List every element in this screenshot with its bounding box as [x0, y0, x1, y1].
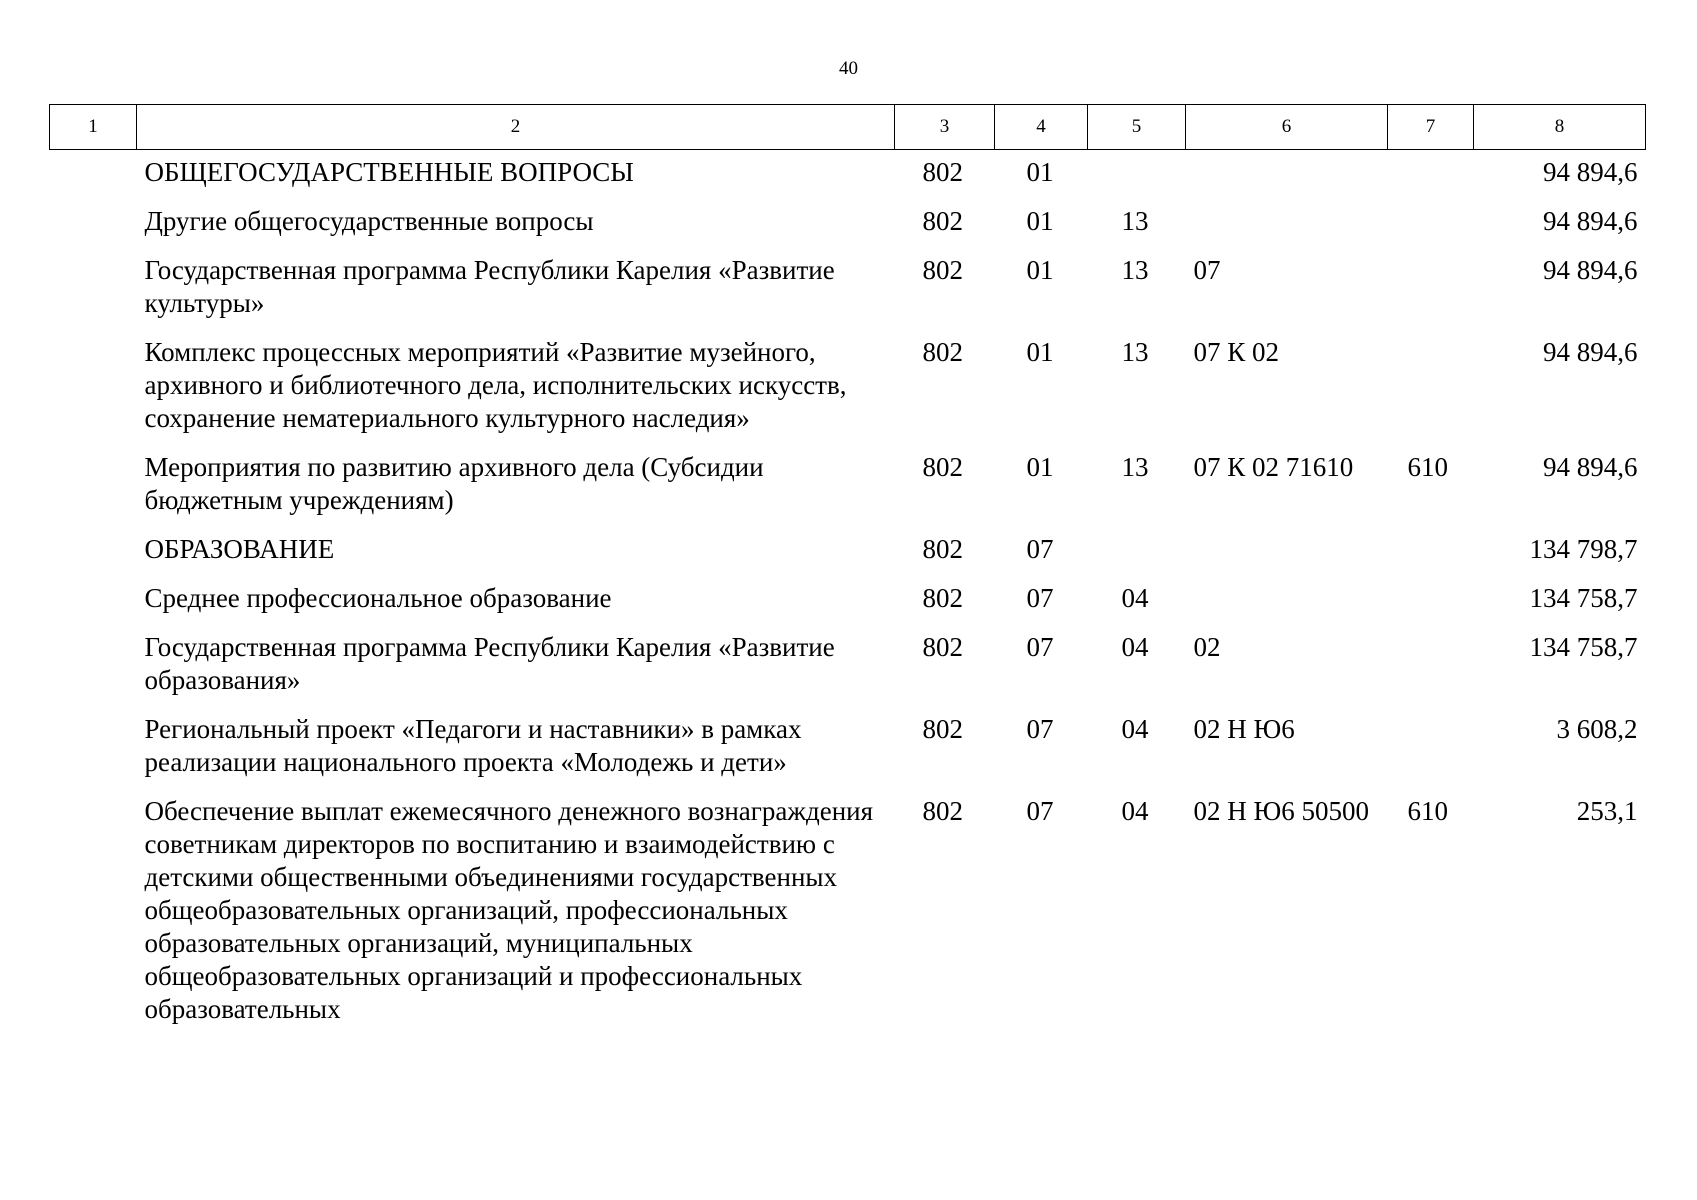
target-article-code	[1186, 150, 1388, 206]
row-index-cell	[50, 795, 137, 1042]
item-name: Другие общегосударственные вопросы	[144, 206, 594, 236]
target-article-code: 02	[1193, 632, 1221, 662]
amount: 3 608,2	[1556, 714, 1638, 744]
section-code: 07	[1026, 583, 1054, 613]
section-code: 01	[1026, 337, 1054, 367]
subsection-code: 04	[1121, 714, 1149, 744]
column-header-6: 6	[1186, 105, 1388, 150]
column-header-3: 3	[895, 105, 995, 150]
subsection-code: 13	[1121, 206, 1149, 236]
target-article-code: 02 Н Ю6 50500	[1193, 796, 1369, 826]
department-code: 802	[922, 632, 963, 662]
department-code: 802	[922, 583, 963, 613]
expense-type-code: 610	[1407, 796, 1448, 826]
department-code: 802	[922, 206, 963, 236]
expense-type-code	[1388, 336, 1474, 451]
expense-type-code	[1388, 533, 1474, 582]
target-article-code: 07 К 02	[1193, 337, 1280, 367]
row-index-cell	[50, 713, 137, 795]
section-code: 01	[1026, 206, 1054, 236]
department-code: 802	[922, 157, 963, 187]
column-header-7: 7	[1388, 105, 1474, 150]
target-article-code	[1186, 533, 1388, 582]
table-row	[50, 795, 1646, 1042]
item-name: Обеспечение выплат ежемесячного денежного вознаграждения советникам директоров по воспитанию и взаимодействию с детскими общественными объединениями государственных общеобразовательных организаций, профессиональных образовательных организаций, муниципальных общеобразовательных организаций и профессиональных образовательных	[144, 796, 874, 1024]
table-row	[50, 451, 1646, 533]
subsection-code: 13	[1121, 337, 1149, 367]
amount: 253,1	[1576, 796, 1638, 826]
header-row	[50, 105, 1646, 150]
target-article-code: 07 К 02 71610	[1193, 452, 1354, 482]
row-index-cell	[50, 336, 137, 451]
expense-type-code: 610	[1407, 452, 1448, 482]
table-row	[50, 533, 1646, 582]
row-index-cell	[50, 533, 137, 582]
department-code: 802	[922, 534, 963, 564]
table-row	[50, 336, 1646, 451]
department-code: 802	[922, 796, 963, 826]
amount: 94 894,6	[1543, 337, 1638, 367]
section-code: 01	[1026, 452, 1054, 482]
row-index-cell	[50, 582, 137, 631]
row-index-cell	[50, 150, 137, 206]
amount: 94 894,6	[1543, 255, 1638, 285]
item-name: Среднее профессиональное образование	[144, 583, 612, 613]
item-name: Мероприятия по развитию архивного дела (Субсидии бюджетным учреждениям)	[144, 452, 764, 515]
department-code: 802	[922, 452, 963, 482]
table-row	[50, 254, 1646, 336]
row-index-cell	[50, 254, 137, 336]
amount: 134 758,7	[1529, 583, 1638, 613]
subsection-code	[1088, 533, 1186, 582]
expense-type-code	[1388, 205, 1474, 254]
expense-type-code	[1388, 582, 1474, 631]
section-code: 07	[1026, 796, 1054, 826]
subsection-code: 13	[1121, 255, 1149, 285]
expense-type-code	[1388, 713, 1474, 795]
target-article-code: 02 Н Ю6	[1193, 714, 1295, 744]
item-name: Государственная программа Республики Карелия «Развитие образования»	[144, 632, 835, 695]
column-header-1: 1	[50, 105, 137, 150]
subsection-code: 04	[1121, 796, 1149, 826]
item-name: Комплекс процессных мероприятий «Развитие музейного, архивного и библиотечного дела, исполнительских искусств, сохранение нематериального культурного наследия»	[144, 337, 847, 433]
target-article-code	[1186, 582, 1388, 631]
item-name: Региональный проект «Педагоги и наставники» в рамках реализации национального проекта «Молодежь и дети»	[144, 714, 802, 777]
column-header-4: 4	[995, 105, 1088, 150]
department-code: 802	[922, 337, 963, 367]
subsection-code: 13	[1121, 452, 1149, 482]
item-name: ОБРАЗОВАНИЕ	[144, 534, 335, 564]
table-header	[50, 105, 1646, 150]
table-row	[50, 150, 1646, 206]
section-code: 07	[1026, 714, 1054, 744]
column-header-2: 2	[137, 105, 895, 150]
table-body	[50, 150, 1646, 1043]
department-code: 802	[922, 714, 963, 744]
expense-type-code	[1388, 631, 1474, 713]
row-index-cell	[50, 631, 137, 713]
amount: 134 758,7	[1529, 632, 1638, 662]
section-code: 07	[1026, 632, 1054, 662]
table-row	[50, 582, 1646, 631]
amount: 134 798,7	[1529, 534, 1638, 564]
table-row	[50, 205, 1646, 254]
department-code: 802	[922, 255, 963, 285]
budget-table-container	[49, 104, 1645, 1042]
target-article-code: 07	[1193, 255, 1221, 285]
row-index-cell	[50, 451, 137, 533]
amount: 94 894,6	[1543, 206, 1638, 236]
row-index-cell	[50, 205, 137, 254]
expense-type-code	[1388, 150, 1474, 206]
amount: 94 894,6	[1543, 452, 1638, 482]
subsection-code	[1088, 150, 1186, 206]
subsection-code: 04	[1121, 583, 1149, 613]
table-row	[50, 713, 1646, 795]
budget-table	[49, 104, 1646, 1042]
subsection-code: 04	[1121, 632, 1149, 662]
target-article-code	[1186, 205, 1388, 254]
table-row	[50, 631, 1646, 713]
amount: 94 894,6	[1543, 157, 1638, 187]
item-name: Государственная программа Республики Карелия «Развитие культуры»	[144, 255, 835, 318]
item-name: ОБЩЕГОСУДАРСТВЕННЫЕ ВОПРОСЫ	[144, 157, 634, 187]
section-code: 07	[1026, 534, 1054, 564]
section-code: 01	[1026, 157, 1054, 187]
expense-type-code	[1388, 254, 1474, 336]
section-code: 01	[1026, 255, 1054, 285]
column-header-5: 5	[1088, 105, 1186, 150]
page-number: 40	[839, 58, 858, 79]
column-header-8: 8	[1474, 105, 1646, 150]
